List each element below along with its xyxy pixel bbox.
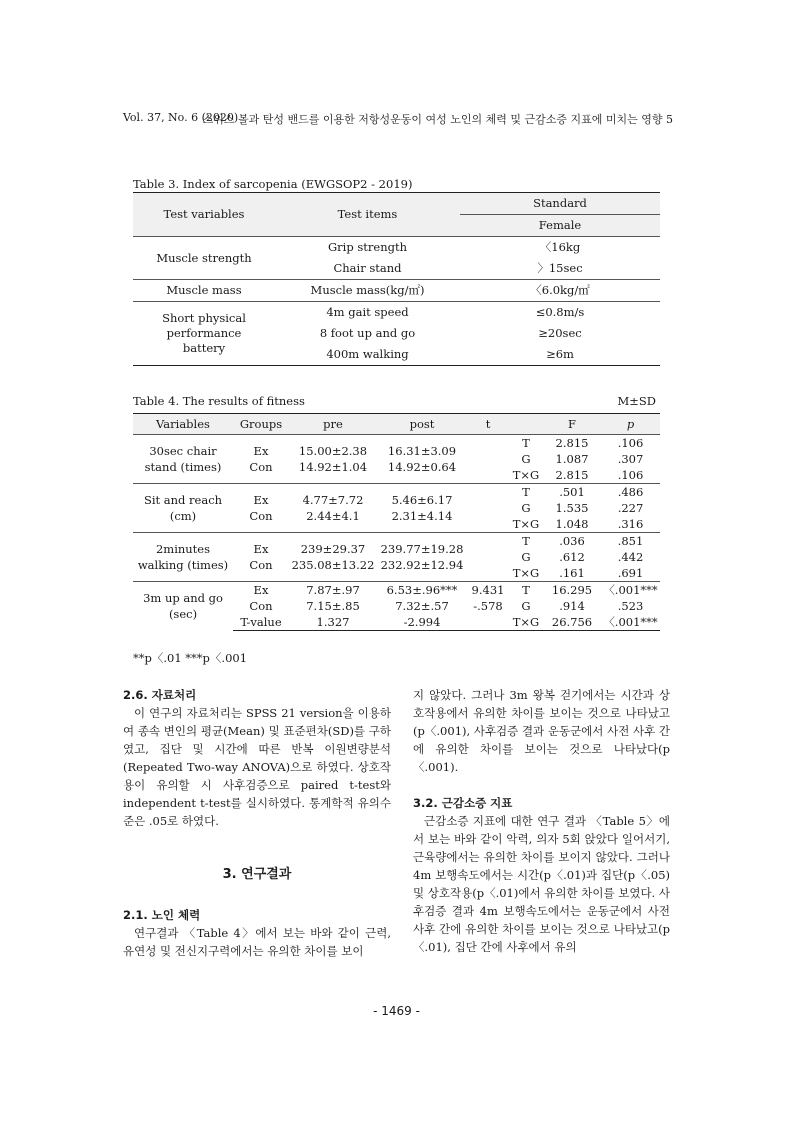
t4-post: 7.32±.57 <box>395 599 449 613</box>
t3-value: 〈6.0kg/㎡ <box>460 280 660 302</box>
t4-effect: G <box>521 501 531 515</box>
t4-f-value: 1.535 <box>555 501 589 515</box>
t4-effect: G <box>521 452 531 466</box>
table4-fitness-results <box>133 413 660 631</box>
t4-header: Groups <box>233 414 289 435</box>
t4-pre: 14.92±1.04 <box>298 460 368 474</box>
section-2-1-body: 연구결과 〈Table 4〉에서 보는 바와 같이 근력, 유연성 및 전신지구력에서는 유의한 차이를 보이 <box>123 926 391 958</box>
t3-value: ≥6m <box>546 347 574 361</box>
t4-t-value: 9.431 <box>467 582 509 599</box>
t4-effect: G <box>521 550 531 564</box>
t4-t-value <box>467 524 509 541</box>
t3-item: Chair stand <box>333 261 402 275</box>
t4-header: pre <box>289 414 377 435</box>
t4-f-value: .914 <box>559 599 585 613</box>
t4-f-value: .036 <box>543 533 601 550</box>
table3-sarcopenia-index <box>133 192 660 366</box>
t4-group <box>233 524 289 541</box>
section-2-1-title: 2.1. 노인 체력 <box>123 908 201 922</box>
t4-post <box>377 524 467 541</box>
t4-group: Con <box>249 509 273 523</box>
t4-group: Con <box>249 599 273 613</box>
t4-f-value: .161 <box>559 566 585 580</box>
t3-variable: Muscle mass <box>133 280 275 302</box>
table4-significance-note: **p〈.01 ***p〈.001 <box>133 651 248 665</box>
t4-f-value: 2.815 <box>555 468 589 482</box>
t4-p-value: .486 <box>601 484 660 501</box>
t4-p-value: .106 <box>617 468 644 482</box>
t4-f-value: 26.756 <box>543 614 601 631</box>
t4-post: 6.53±.96*** <box>377 582 467 599</box>
t3-header-standard: Standard <box>460 193 660 215</box>
left-column <box>123 686 391 960</box>
t4-f-value: 1.087 <box>555 452 589 466</box>
t3-item: 8 foot up and go <box>319 326 416 340</box>
t4-p-value: .227 <box>617 501 644 515</box>
t4-pre: 239±29.37 <box>289 541 377 558</box>
t4-p-value: .851 <box>601 533 660 550</box>
t4-pre <box>289 524 377 541</box>
t4-effect: T×G <box>512 468 540 482</box>
t4-header: p <box>601 414 660 435</box>
running-header-title: 스위스 볼과 탄성 밴드를 이용한 저항성운동이 여성 노인의 체력 및 근감소증 지표에 미치는 영향 5 <box>202 113 673 126</box>
t3-item: Muscle mass(kg/㎡) <box>275 280 460 302</box>
t4-p-value: 〈.001*** <box>601 614 660 631</box>
t4-t-value <box>467 459 509 475</box>
t4-post: 5.46±6.17 <box>377 492 467 509</box>
t4-variable: 3m up and go (sec) <box>133 582 233 631</box>
t4-header: F <box>543 414 601 435</box>
t4-variable: 2minutes walking (times) <box>133 533 233 582</box>
section-3-2-body: 근감소증 지표에 대한 연구 결과 〈Table 5〉에서 보는 바와 같이 악력, 의자 5회 앉았다 일어서기, 근육량에서는 유의한 차이를 보이지 않았다. 그러나 4m 보행속도에서는 시간(p〈.01)과 집단(p〈.05) 및 상호작용(p〈.01)에서 유의한 차이를 보였다. 사후검증 결과 4m 보행속도에서는 운동군에서 사전 사후 간에 유의한 차이를 보이는 것으로 나타났고(p〈.01), 집단 간에 사후에서 유의 <box>413 814 670 954</box>
t4-p-value: .691 <box>617 566 644 580</box>
t4-f-value: .501 <box>543 484 601 501</box>
t4-t-value <box>467 557 509 573</box>
t4-effect: G <box>521 599 531 613</box>
t4-p-value: 〈.001*** <box>601 582 660 599</box>
running-header-journal: Vol. 37, No. 6 (2020) <box>123 111 239 124</box>
right-column <box>413 686 670 956</box>
page-number: - 1469 - <box>373 1004 420 1018</box>
t4-p-value: .523 <box>617 599 644 613</box>
t4-group <box>233 573 289 590</box>
t4-group: Con <box>249 558 273 572</box>
t4-effect: T <box>509 533 543 550</box>
t4-pre <box>289 475 377 492</box>
t4-pre: 2.44±4.1 <box>306 509 360 523</box>
t4-group: Ex <box>233 541 289 558</box>
t4-header: t <box>467 414 509 435</box>
t4-variable: Sit and reach (cm) <box>133 484 233 533</box>
t3-value: 〈16kg <box>539 240 581 254</box>
t4-post: 232.92±12.94 <box>380 558 464 572</box>
table3-caption: Table 3. Index of sarcopenia (EWGSOP2 - 2019) <box>133 177 413 191</box>
t3-item: 400m walking <box>326 347 409 361</box>
t4-post: 2.31±4.14 <box>391 509 453 523</box>
table4-unit: M±SD <box>617 394 656 408</box>
t4-pre: 235.08±13.22 <box>291 558 375 572</box>
t4-pre: 15.00±2.38 <box>298 444 368 458</box>
t3-value: 〉15sec <box>537 261 583 275</box>
t4-post: 16.31±3.09 <box>387 444 457 458</box>
t4-header: Variables <box>133 414 233 435</box>
t4-group: T-value <box>233 614 289 631</box>
t4-p-value: .307 <box>617 452 644 466</box>
t3-header-variables: Test variables <box>133 193 275 237</box>
t4-post <box>377 475 467 492</box>
t4-effect: T×G <box>509 614 543 631</box>
t3-item: 4m gait speed <box>275 302 460 324</box>
t4-header: post <box>377 414 467 435</box>
t4-t-value <box>467 508 509 524</box>
t4-t-value <box>467 443 509 460</box>
t4-t-value <box>467 541 509 558</box>
t4-group: Ex <box>253 444 269 458</box>
t4-post: 14.92±0.64 <box>387 460 457 474</box>
t4-f-value: .612 <box>559 550 585 564</box>
t4-post <box>377 573 467 590</box>
t4-f-value: 2.815 <box>555 436 589 450</box>
t4-pre: 4.77±7.72 <box>289 492 377 509</box>
section-3-title: 3. 연구결과 <box>222 867 292 882</box>
t4-effect: T <box>509 582 543 599</box>
t3-value: ≤0.8m/s <box>460 302 660 324</box>
t4-effect: T×G <box>512 566 540 580</box>
t4-p-value: .316 <box>617 517 644 531</box>
t4-p-value: .106 <box>617 436 644 450</box>
t4-t-value: -.578 <box>473 599 503 613</box>
t4-t-value <box>467 475 509 492</box>
t3-header-female: Female <box>460 215 660 237</box>
t4-post: 239.77±19.28 <box>377 541 467 558</box>
t3-item: Grip strength <box>327 240 407 254</box>
t4-f-value: 1.048 <box>555 517 589 531</box>
section-2-6-title: 2.6. 자료처리 <box>123 688 197 702</box>
section-2-6-body: 이 연구의 자료처리는 SPSS 21 version을 이용하여 종속 변인의 평균(Mean) 및 표준편차(SD)를 구하였고, 집단 및 시간에 따른 반복 이원변량분석(Repeated Two-way ANOVA)으로 하였다. 상호작용이 유의할 시 사후검증으로 paired t-test와 independent t-test를 실시하였다. 통계학적 유의수준은 .05로 하였다. <box>123 706 391 828</box>
t4-group: Ex <box>233 492 289 509</box>
t4-t-value <box>467 573 509 590</box>
t4-variable: 30sec chair stand (times) <box>144 444 222 474</box>
t3-value: ≥20sec <box>538 326 582 340</box>
t4-group: Con <box>249 460 273 474</box>
t4-post: -2.994 <box>377 614 467 631</box>
t4-effect: T <box>522 436 530 450</box>
t4-t-value <box>467 614 509 631</box>
t4-p-value: .442 <box>617 550 644 564</box>
t4-pre <box>289 573 377 590</box>
t3-variable: Muscle strength <box>156 251 252 265</box>
t4-group: Ex <box>233 582 289 599</box>
t4-f-value: 16.295 <box>543 582 601 599</box>
t3-variable: Short physical performance battery <box>133 302 275 366</box>
t4-effect: T <box>509 484 543 501</box>
t4-effect: T×G <box>512 517 540 531</box>
t4-group <box>233 475 289 492</box>
t4-pre: 7.87±.97 <box>289 582 377 599</box>
t3-header-items: Test items <box>275 193 460 237</box>
t4-pre: 7.15±.85 <box>306 599 360 613</box>
t4-t-value <box>467 492 509 509</box>
table4-caption: Table 4. The results of fitness <box>133 394 305 408</box>
t4-header <box>509 414 543 435</box>
t4-pre: 1.327 <box>289 614 377 631</box>
section-3-2-title: 3.2. 근감소증 지표 <box>413 796 513 810</box>
results-paragraph: 지 않았다. 그러나 3m 왕복 걷기에서는 시간과 상호작용에서 유의한 차이를 보이는 것으로 나타났고(p〈.001), 사후검증 결과 운동군에서 사전 사후 간에 유의한 차이를 보이는 것으로 나타났다(p〈.001). <box>413 688 670 774</box>
